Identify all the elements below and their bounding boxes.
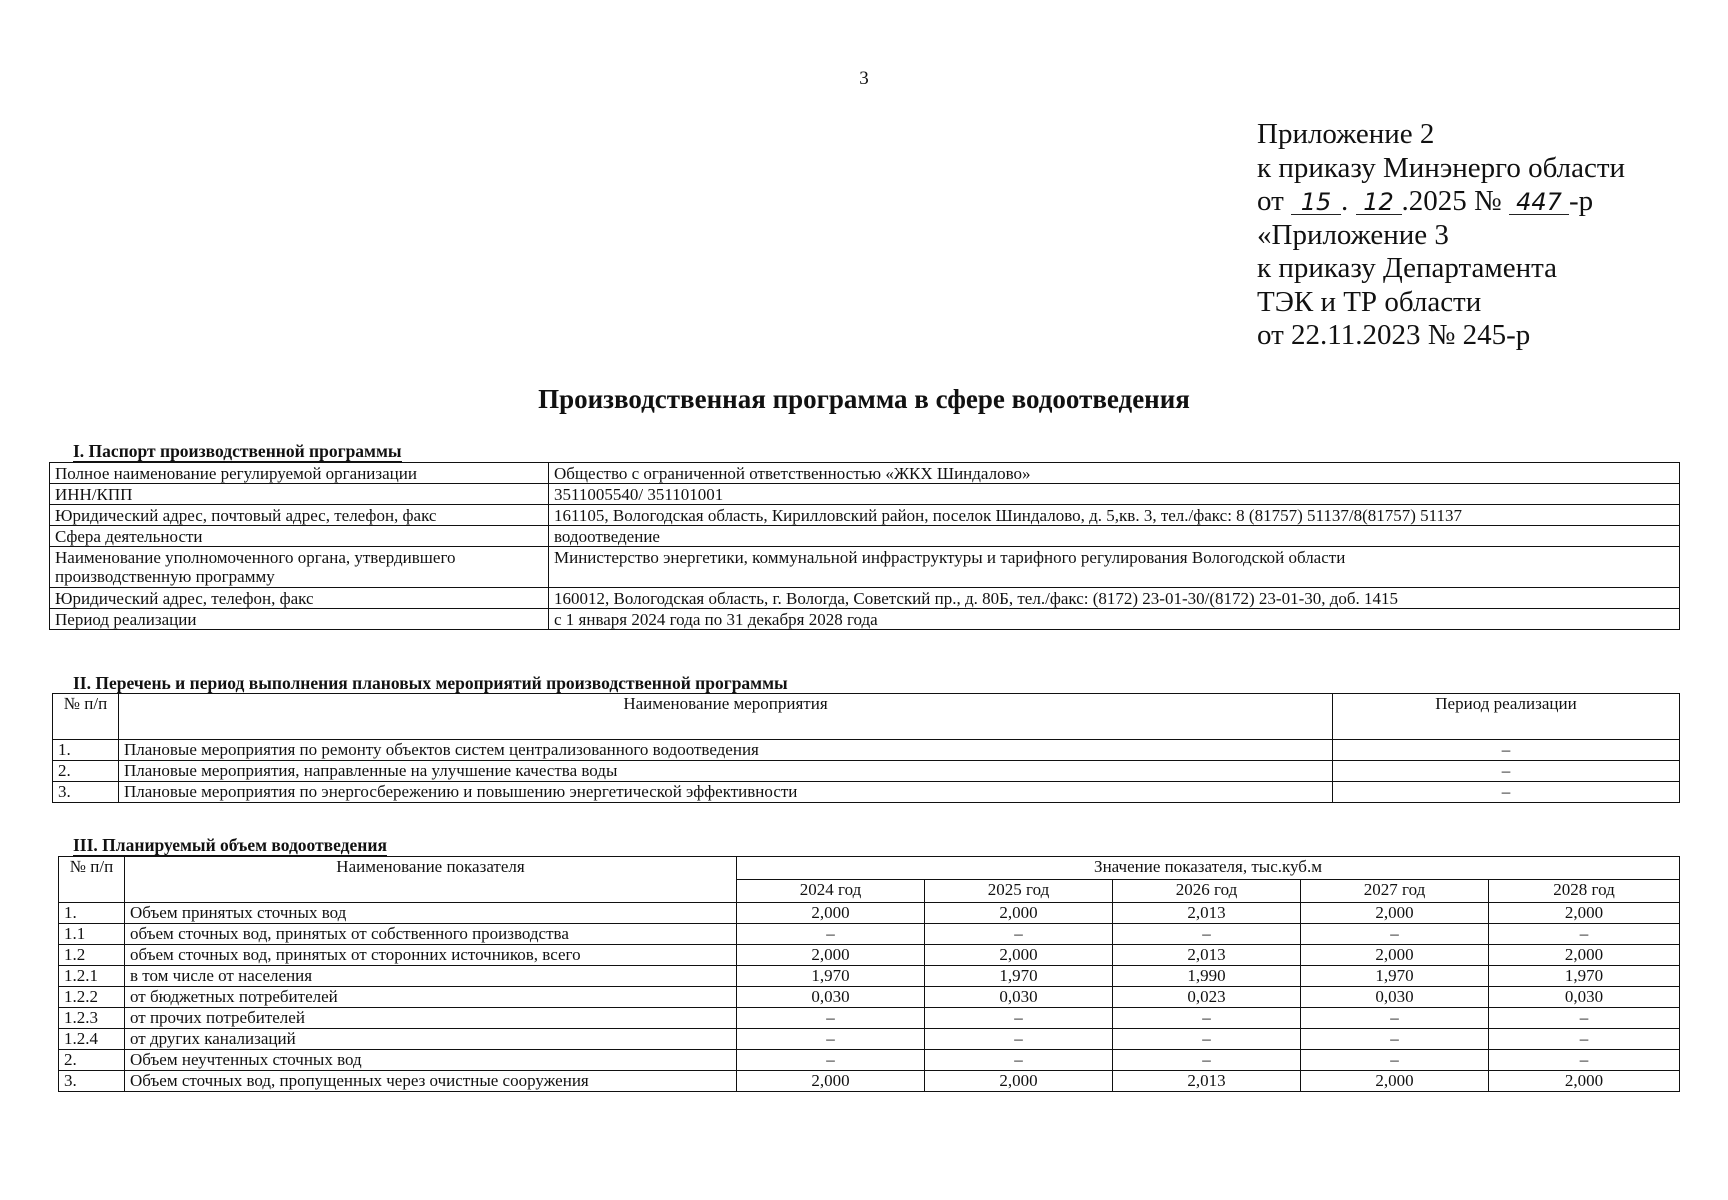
activity-row — [53, 782, 1680, 803]
volume-header-num: № п/п — [59, 857, 125, 903]
passport-row — [50, 588, 1680, 609]
volume-row — [59, 945, 1680, 966]
volume-value: – — [1489, 1029, 1680, 1050]
volume-row — [59, 1050, 1680, 1071]
volume-value: 2,000 — [1301, 903, 1489, 924]
handwritten-number: 447 — [1509, 190, 1569, 215]
appendix-date-prefix: от — [1257, 185, 1284, 217]
volume-value: – — [925, 1008, 1113, 1029]
volume-num: 1.1 — [59, 924, 125, 945]
activities-table — [52, 693, 1680, 803]
volume-row — [59, 966, 1680, 987]
passport-row — [50, 463, 1680, 484]
volume-name: в том числе от населения — [125, 966, 737, 987]
activity-num: 3. — [53, 782, 119, 803]
volume-value: 0,030 — [737, 987, 925, 1008]
volume-value: – — [1301, 1008, 1489, 1029]
volume-value: 2,000 — [1489, 903, 1680, 924]
section2-title: II. Перечень и период выполнения плановых мероприятий производственной программы — [73, 673, 788, 693]
appendix-line-1: Приложение 2 — [1257, 118, 1435, 150]
activities-header-name: Наименование мероприятия — [119, 694, 1333, 740]
volume-value: – — [1489, 1008, 1680, 1029]
page-number: 3 — [859, 68, 869, 89]
volume-num: 1.2.3 — [59, 1008, 125, 1029]
volume-header-year: 2027 год — [1301, 880, 1489, 903]
handwritten-month: 12 — [1356, 190, 1402, 215]
appendix-line-7: от 22.11.2023 № 245-р — [1257, 319, 1531, 351]
appendix-line-3 — [1257, 185, 1625, 219]
volume-row — [59, 987, 1680, 1008]
volume-num: 1.2.1 — [59, 966, 125, 987]
activity-num: 1. — [53, 740, 119, 761]
volume-name: Объем сточных вод, пропущенных через очистные сооружения — [125, 1071, 737, 1092]
volume-value: – — [925, 924, 1113, 945]
appendix-line-4: «Приложение 3 — [1257, 218, 1449, 251]
passport-row — [50, 505, 1680, 526]
activity-name: Плановые мероприятия по ремонту объектов систем централизованного водоотведения — [119, 740, 1333, 761]
appendix-line-6: ТЭК и ТР области — [1257, 285, 1482, 318]
volume-value: – — [737, 1050, 925, 1071]
volume-value: – — [1301, 1029, 1489, 1050]
volume-value: 1,970 — [925, 966, 1113, 987]
activity-row — [53, 740, 1680, 761]
volume-table — [58, 856, 1680, 1092]
activity-period: – — [1333, 740, 1680, 761]
volume-value: 2,000 — [1489, 945, 1680, 966]
volume-name: от других канализаций — [125, 1029, 737, 1050]
volume-value: 0,023 — [1113, 987, 1301, 1008]
volume-value: – — [1113, 1029, 1301, 1050]
passport-value: 161105, Вологодская область, Кирилловский район, поселок Шиндалово, д. 5,кв. 3, тел./факс: 8 (81757) 51137/8(81757) 51137 — [549, 505, 1680, 526]
appendix-block — [1257, 118, 1625, 353]
volume-row — [59, 1008, 1680, 1029]
section3-title: III. Планируемый объем водоотведения — [73, 835, 387, 855]
volume-header-name: Наименование показателя — [125, 857, 737, 903]
volume-value: 2,000 — [925, 1071, 1113, 1092]
volume-value: 2,000 — [737, 945, 925, 966]
passport-value: с 1 января 2024 года по 31 декабря 2028 года — [549, 609, 1680, 630]
section1-title: I. Паспорт производственной программы — [73, 441, 402, 461]
volume-value: – — [1489, 924, 1680, 945]
passport-value: Министерство энергетики, коммунальной инфраструктуры и тарифного регулирования Вологодской области — [549, 547, 1680, 588]
volume-value: – — [737, 1008, 925, 1029]
passport-row — [50, 484, 1680, 505]
volume-name: объем сточных вод, принятых от собственного производства — [125, 924, 737, 945]
volume-num: 1. — [59, 903, 125, 924]
handwritten-day: 15 — [1291, 190, 1341, 215]
passport-label: Период реализации — [50, 609, 549, 630]
passport-label: Наименование уполномоченного органа, утвердившего производственную программу — [50, 547, 549, 588]
volume-value: 0,030 — [1301, 987, 1489, 1008]
appendix-line-5: к приказу Департамента — [1257, 252, 1558, 284]
passport-value: водоотведение — [549, 526, 1680, 547]
volume-header-year: 2024 год — [737, 880, 925, 903]
activities-header-period: Период реализации — [1333, 694, 1680, 740]
volume-name: от бюджетных потребителей — [125, 987, 737, 1008]
passport-value: 160012, Вологодская область, г. Вологда, Советский пр., д. 80Б, тел./факс: (8172) 23-01-30/(8172) 23-01-30, доб. 1415 — [549, 588, 1680, 609]
volume-value: 2,000 — [1301, 945, 1489, 966]
volume-name: от прочих потребителей — [125, 1008, 737, 1029]
volume-name: объем сточных вод, принятых от сторонних источников, всего — [125, 945, 737, 966]
activity-name: Плановые мероприятия, направленные на улучшение качества воды — [119, 761, 1333, 782]
passport-label: Сфера деятельности — [50, 526, 549, 547]
appendix-number-suffix: -р — [1568, 185, 1594, 217]
volume-value: 2,000 — [925, 903, 1113, 924]
volume-num: 1.2 — [59, 945, 125, 966]
volume-row — [59, 903, 1680, 924]
passport-value: 3511005540/ 351101001 — [549, 484, 1680, 505]
passport-row — [50, 526, 1680, 547]
passport-row — [50, 547, 1680, 588]
document-title: Производственная программа в сфере водоотведения — [538, 384, 1190, 414]
volume-value: 2,000 — [925, 945, 1113, 966]
passport-label: Юридический адрес, почтовый адрес, телефон, факс — [50, 505, 549, 526]
passport-table — [49, 462, 1680, 630]
activities-header-num: № п/п — [53, 694, 119, 740]
volume-num: 3. — [59, 1071, 125, 1092]
passport-label: Полное наименование регулируемой организации — [50, 463, 549, 484]
volume-name: Объем принятых сточных вод — [125, 903, 737, 924]
activity-name: Плановые мероприятия по энергосбережению и повышению энергетической эффективности — [119, 782, 1333, 803]
volume-value: – — [737, 1029, 925, 1050]
volume-header-year: 2026 год — [1113, 880, 1301, 903]
volume-value: 2,013 — [1113, 945, 1301, 966]
volume-value: 2,013 — [1113, 1071, 1301, 1092]
volume-num: 2. — [59, 1050, 125, 1071]
passport-label: Юридический адрес, телефон, факс — [50, 588, 549, 609]
activity-num: 2. — [53, 761, 119, 782]
passport-row — [50, 609, 1680, 630]
volume-num: 1.2.2 — [59, 987, 125, 1008]
volume-value: 2,000 — [737, 903, 925, 924]
volume-value: 2,000 — [1301, 1071, 1489, 1092]
volume-value: – — [737, 924, 925, 945]
volume-value: 1,970 — [1301, 966, 1489, 987]
volume-value: – — [1301, 1050, 1489, 1071]
volume-value: 0,030 — [925, 987, 1113, 1008]
volume-value: – — [1113, 1050, 1301, 1071]
volume-num: 1.2.4 — [59, 1029, 125, 1050]
volume-row — [59, 1029, 1680, 1050]
volume-name: Объем неучтенных сточных вод — [125, 1050, 737, 1071]
volume-value: 1,970 — [1489, 966, 1680, 987]
volume-row — [59, 924, 1680, 945]
volume-value: 0,030 — [1489, 987, 1680, 1008]
volume-value: – — [925, 1050, 1113, 1071]
volume-value: 2,000 — [1489, 1071, 1680, 1092]
volume-header-value-group: Значение показателя, тыс.куб.м — [737, 857, 1680, 880]
activity-row — [53, 761, 1680, 782]
volume-value: – — [925, 1029, 1113, 1050]
volume-row — [59, 1071, 1680, 1092]
volume-value: 1,990 — [1113, 966, 1301, 987]
volume-value: 2,000 — [737, 1071, 925, 1092]
volume-header-year: 2028 год — [1489, 880, 1680, 903]
appendix-date-sep: . — [1341, 185, 1349, 217]
volume-value: – — [1301, 924, 1489, 945]
appendix-year: .2025 № — [1401, 185, 1502, 217]
passport-value: Общество с ограниченной ответственностью «ЖКХ Шиндалово» — [549, 463, 1680, 484]
activity-period: – — [1333, 761, 1680, 782]
volume-value: – — [1113, 1008, 1301, 1029]
passport-label: ИНН/КПП — [50, 484, 549, 505]
volume-header-year: 2025 год — [925, 880, 1113, 903]
volume-value: 1,970 — [737, 966, 925, 987]
appendix-line-2: к приказу Минэнерго области — [1257, 151, 1626, 184]
volume-value: 2,013 — [1113, 903, 1301, 924]
volume-value: – — [1113, 924, 1301, 945]
activity-period: – — [1333, 782, 1680, 803]
volume-value: – — [1489, 1050, 1680, 1071]
